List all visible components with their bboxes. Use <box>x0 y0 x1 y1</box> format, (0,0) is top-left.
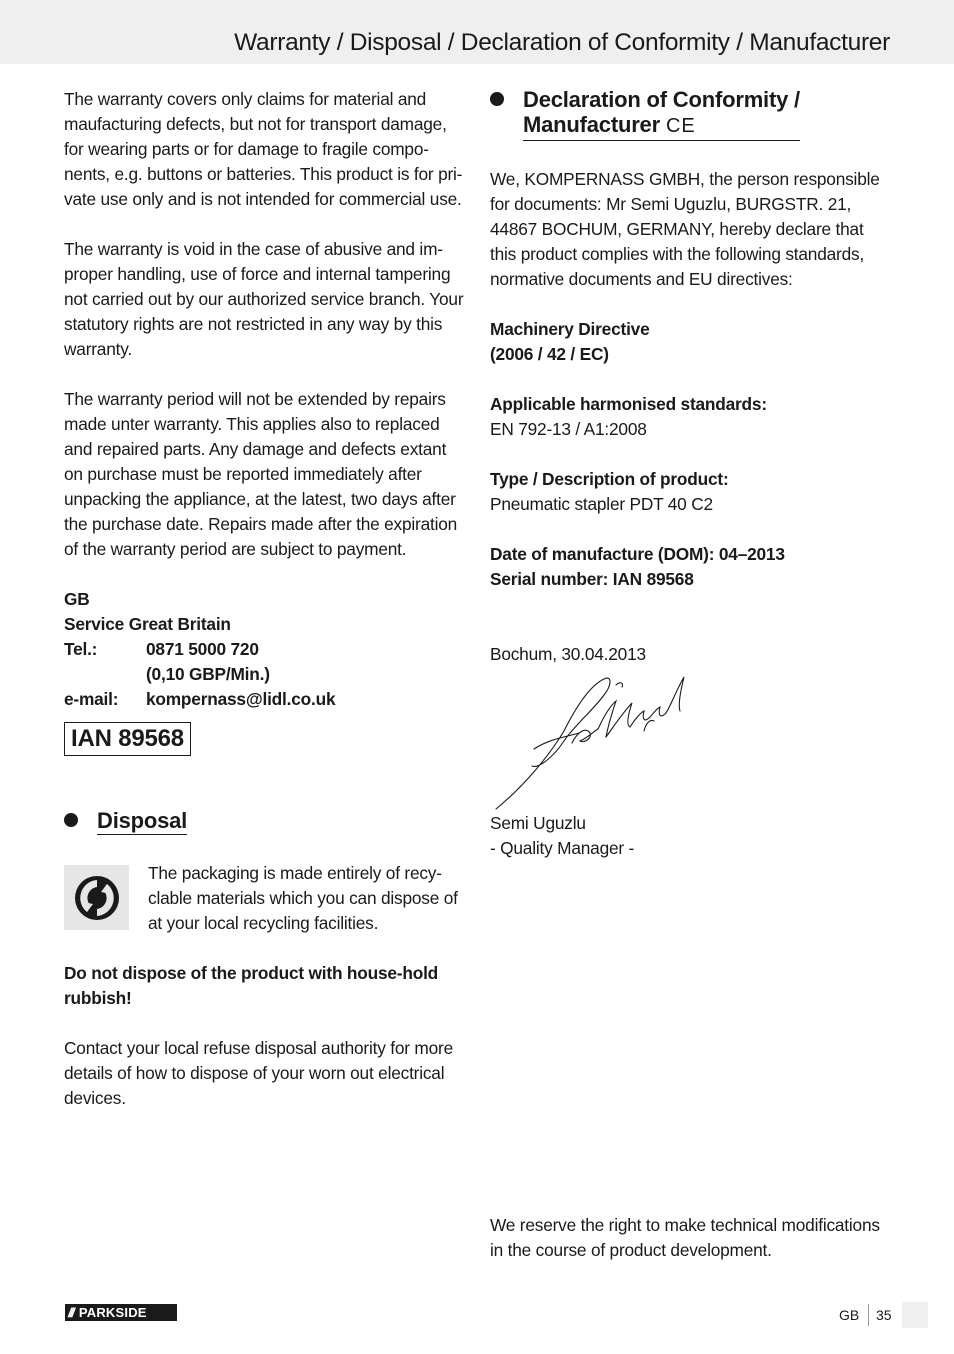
type-label: Type / Description of product: <box>490 469 729 489</box>
page-header <box>0 0 954 64</box>
left-column <box>64 87 466 1111</box>
tel-rate: (0,10 GBP/Min.) <box>146 664 270 684</box>
footer-language: GB <box>839 1307 860 1323</box>
bullet-icon <box>64 813 78 827</box>
service-name: Service Great Britain <box>64 614 231 634</box>
footer-divider <box>868 1304 869 1326</box>
disposal-heading-text: Disposal <box>97 808 188 833</box>
page-title: Warranty / Disposal / Declaration of Conformity / Manufacturer <box>234 29 890 56</box>
date-of-manufacture: Date of manufacture (DOM): 04–2013 <box>490 544 785 564</box>
ce-mark-icon: CE <box>665 115 696 137</box>
disposal-contact-text: Contact your local refuse disposal authority for more details of how to dispose of your worn out electrical devices. <box>64 1038 453 1108</box>
conformity-heading-line1: Declaration of Conformity / <box>523 87 800 112</box>
bullet-icon <box>490 92 504 106</box>
standards-label: Applicable harmonised standards: <box>490 394 767 414</box>
technical-modifications-note: We reserve the right to make technical modifications in the course of product development. <box>490 1215 880 1260</box>
footer-tab <box>902 1302 928 1328</box>
tel-row <box>64 637 466 662</box>
warranty-paragraph-3: The warranty period will not be extended by repairs made unter warranty. This applies also to replaced and repaired parts. Any damage and defects extant on purchase must be reported immediately after unpacking the appliance, at the latest, two days after the purchase date. Repairs made after the expiration of the warranty period are subject to payment. <box>64 389 458 559</box>
standards-value: EN 792-13 / A1:2008 <box>490 419 647 439</box>
conformity-heading-line2: Manufacturer <box>523 112 660 137</box>
conformity-heading-text <box>523 87 800 141</box>
signatory-name: Semi Uguzlu <box>490 813 586 833</box>
logo-text: PARKSIDE <box>78 1305 147 1320</box>
type-value: Pneumatic stapler PDT 40 C2 <box>490 494 713 514</box>
right-column <box>490 87 892 1260</box>
warranty-paragraph-1: The warranty covers only claims for material and maufacturing defects, but not for transport damage, for wearing parts or for damage to fragile compo-nents, e.g. buttons or batteries. This product is for pri-vate use only and is not intended for commercial use. <box>64 89 463 209</box>
disposal-warning: Do not dispose of the product with house-hold rubbish! <box>64 963 439 1008</box>
parkside-logo <box>65 1304 177 1321</box>
logo-stripes: /// <box>68 1305 73 1320</box>
service-contact-block <box>64 587 466 712</box>
service-country: GB <box>64 589 90 609</box>
signature-image <box>494 671 694 811</box>
packaging-text: The packaging is made entirely of recy-clable materials which you can dispose of at your local recycling facilities. <box>148 863 458 933</box>
tel-rate-row <box>64 662 466 687</box>
page-number: 35 <box>876 1307 892 1323</box>
tel-label: Tel.: <box>64 639 98 659</box>
signatory-title: - Quality Manager - <box>490 838 635 858</box>
packaging-block <box>64 861 466 936</box>
place-date: Bochum, 30.04.2013 <box>490 644 646 664</box>
serial-number: Serial number: IAN 89568 <box>490 569 694 589</box>
email-value: kompernass@lidl.co.uk <box>146 689 336 709</box>
declaration-intro: We, KOMPERNASS GMBH, the person responsible for documents: Mr Semi Uguzlu, BURGSTR. 21, 44867 BOCHUM, GERMANY, hereby declare that this product complies with the following standards, normative documents and EU directives: <box>490 169 880 289</box>
disposal-heading <box>64 808 466 835</box>
warranty-paragraph-2: The warranty is void in the case of abusive and im-proper handling, use of force and internal tampering not carried out by our authorized service branch. Your statutory rights are not restricted in any way by this warranty. <box>64 239 464 359</box>
conformity-heading <box>490 87 892 141</box>
ian-box: IAN 89568 <box>64 722 191 756</box>
directive-line1: Machinery Directive <box>490 319 650 339</box>
email-label: e-mail: <box>64 689 119 709</box>
green-dot-recycling-icon <box>64 865 129 930</box>
directive-line2: (2006 / 42 / EC) <box>490 344 609 364</box>
email-row <box>64 687 466 712</box>
tel-value: 0871 5000 720 <box>146 639 259 659</box>
